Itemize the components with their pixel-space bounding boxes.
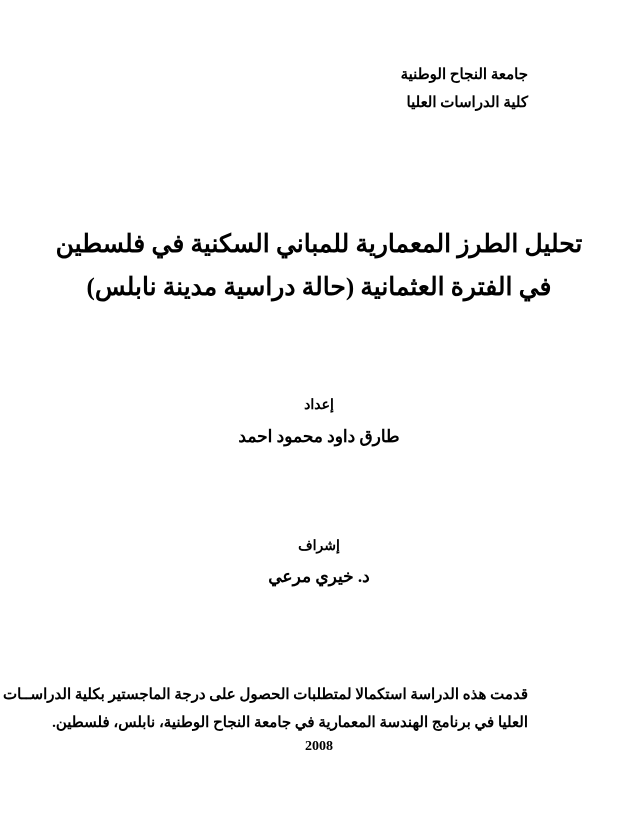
university-name: جامعة النجاح الوطنية — [400, 67, 528, 83]
thesis-title-line-1: تحليل الطرز المعمارية للمباني السكنية في فلسطين — [55, 231, 583, 258]
submission-statement-line-1: قدمت هذه الدراسة استكمالا لمتطلبات الحصول على درجة الماجستير بكلية الدراســات — [3, 687, 528, 703]
supervisor-name: د. خيري مرعي — [268, 567, 370, 586]
author-name: طارق داود محمود احمد — [238, 427, 400, 446]
submission-year: 2008 — [305, 739, 333, 754]
thesis-title-line-2: في الفترة العثمانية (حالة دراسية مدينة نابلس) — [86, 274, 552, 301]
college-name: كلية الدراسات العليا — [406, 95, 528, 111]
supervision-label: إشراف — [298, 539, 340, 554]
submission-statement-line-2: العليا في برنامج الهندسة المعمارية في جامعة النجاح الوطنية، نابلس، فلسطين. — [52, 715, 528, 731]
preparation-label: إعداد — [304, 398, 334, 413]
